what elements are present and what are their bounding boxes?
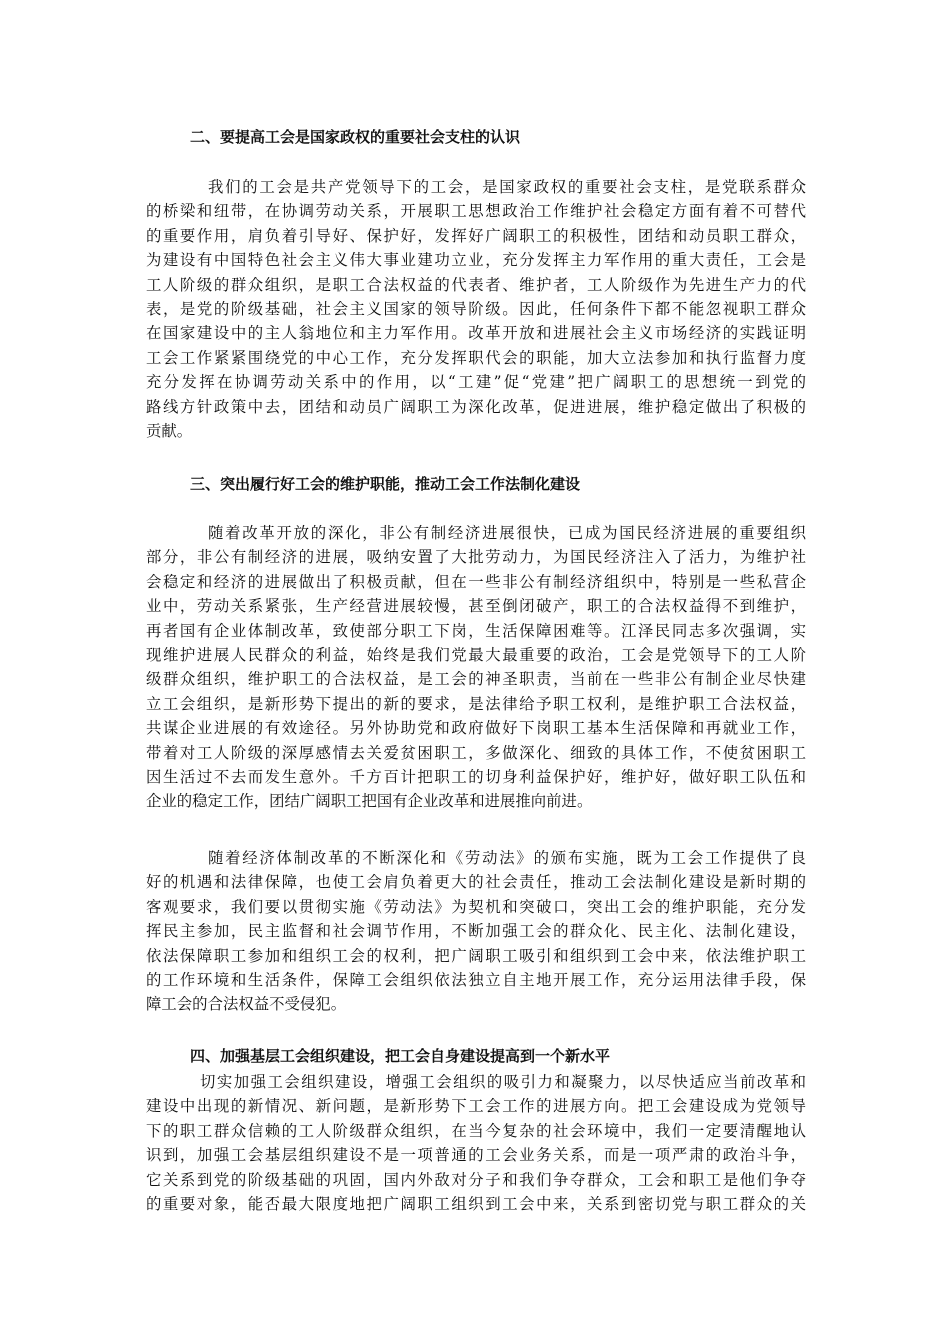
paragraph-line: 下的职工群众信赖的工人阶级群众组织，在当今复杂的社会环境中，我们一定要清醒地认 [146,1121,806,1140]
section-heading-2: 二、要提高工会是国家政权的重要社会支柱的认识 [190,128,521,146]
paragraph-section-3-b [146,846,806,1017]
paragraph-line: 表，是党的阶级基础，社会主义国家的领导阶级。因此，任何条件下都不能忽视职工群众 [146,299,806,318]
paragraph-line: 级群众组织，维护职工的合法权益，是工会的神圣职责，当前在一些非公有制企业尽快建 [146,670,806,689]
paragraph-line: 依法保障职工参加和组织工会的权利，把广阔职工吸引和组织到工会中来，依法维护职工 [146,946,806,965]
section-heading-3: 三、突出履行好工会的维护职能，推动工会工作法制化建设 [190,475,581,493]
paragraph-line: 的重要作用，肩负着引导好、保护好，发挥好广阔职工的积极性，团结和动员职工群众， [146,226,806,245]
paragraph-line: 识到，加强工会基层组织建设不是一项普通的工会业务关系，而是一项严肃的政治斗争， [146,1146,806,1165]
paragraph-line: 贡献。 [146,421,193,440]
paragraph-line: 它关系到党的阶级基础的巩固，国内外敌对分子和我们争夺群众，工会和职工是他们争夺 [146,1170,806,1189]
paragraph-line: 好的机遇和法律保障，也使工会肩负着更大的社会责任，推动工会法制化建设是新时期的 [146,873,806,892]
paragraph-line: 立工会组织，是新形势下提出的新的要求，是法律给予职工权利，是维护职工合法权益， [146,694,806,713]
paragraph-line: 切实加强工会组织建设，增强工会组织的吸引力和凝聚力，以尽快适应当前改革和 [200,1073,806,1091]
paragraph-line: 的重要对象，能否最大限度地把广阔职工组织到工会中来，关系到密切党与职工群众的关 [146,1194,806,1213]
section-heading-4: 四、加强基层工会组织建设，把工会自身建设提高到一个新水平 [190,1047,611,1065]
paragraph-line: 工人阶级的群众组织，是职工合法权益的代表者、维护者，工人阶级作为先进生产力的代 [146,275,806,294]
paragraph-section-2 [146,175,806,443]
paragraph-line: 企业的稳定工作，团结广阔职工把国有企业改革和进展推向前进。 [146,792,593,811]
paragraph-line: 路线方针政策中去，团结和动员广阔职工为深化改革，促进进展，维护稳定做出了积极的 [146,397,806,416]
paragraph-line: 挥民主参加，民主监督和社会调节作用，不断加强工会的群众化、民主化、法制化建设， [146,922,806,941]
paragraph-line: 再者国有企业体制改革，致使部分职工下岗，生活保障困难等。江泽民同志多次强调，实 [146,621,806,640]
paragraph-line: 的桥梁和纽带，在协调劳动关系，开展职工思想政治工作维护社会稳定方面有着不可替代 [146,202,806,221]
paragraph-line: 在国家建设中的主人翁地位和主力军作用。改革开放和进展社会主义市场经济的实践证明 [146,324,806,343]
paragraph-line: 的工作环境和生活条件，保障工会组织依法独立自主地开展工作，充分运用法律手段，保 [146,970,806,989]
paragraph-line: 为建设有中国特色社会主义伟大事业建功立业，充分发挥主力军作用的重大责任，工会是 [146,251,806,270]
paragraph-line: 部分，非公有制经济的进展，吸纳安置了大批劳动力，为国民经济注入了活力，为维护社 [146,548,806,567]
paragraph-line: 障工会的合法权益不受侵犯。 [146,995,347,1014]
paragraph-line: 会稳定和经济的进展做出了积极贡献，但在一些非公有制经济组织中，特别是一些私营企 [146,572,806,591]
paragraph-line: 业中，劳动关系紧张，生产经营进展较慢，甚至倒闭破产，职工的合法权益得不到维护， [146,597,806,616]
paragraph-section-4 [146,1070,806,1216]
paragraph-line: 随着改革开放的深化，非公有制经济进展很快，已成为国民经济进展的重要组织 [208,524,806,542]
paragraph-line: 我们的工会是共产党领导下的工会，是国家政权的重要社会支柱，是党联系群众 [208,178,806,196]
paragraph-line: 共谋企业进展的有效途径。另外协助党和政府做好下岗职工基本生活保障和再就业工作， [146,719,806,738]
paragraph-line: 因生活过不去而发生意外。千方百计把职工的切身利益保护好，维护好，做好职工队伍和 [146,767,806,786]
paragraph-line: 充分发挥在协调劳动关系中的作用，以“工建”促“党建”把广阔职工的思想统一到党的 [146,373,806,392]
paragraph-line: 带着对工人阶级的深厚感情去关爱贫困职工，多做深化、细致的具体工作，不使贫困职工 [146,743,806,762]
paragraph-line: 建设中出现的新情况、新问题，是新形势下工会工作的进展方向。把工会建设成为党领导 [146,1097,806,1116]
paragraph-line: 工会工作紧紧围绕党的中心工作，充分发挥职代会的职能，加大立法参加和执行监督力度 [146,348,806,367]
paragraph-line: 随着经济体制改革的不断深化和《劳动法》的颁布实施，既为工会工作提供了良 [208,849,806,867]
paragraph-line: 客观要求，我们要以贯彻实施《劳动法》为契机和突破口，突出工会的维护职能，充分发 [146,897,806,916]
paragraph-line: 现维护进展人民群众的利益，始终是我们党最大最重要的政治，工会是党领导下的工人阶 [146,645,806,664]
paragraph-section-3-a [146,521,806,814]
